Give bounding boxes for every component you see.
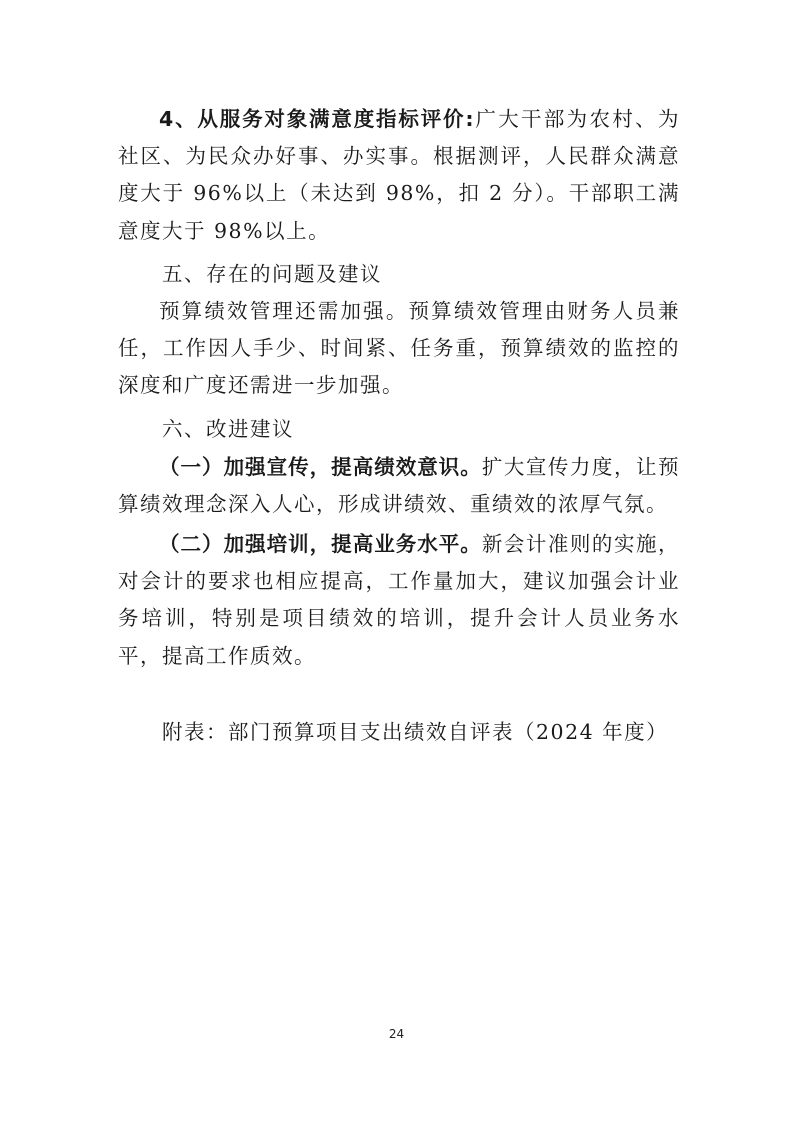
- suggestions-heading: 六、改进建议: [162, 417, 294, 441]
- suggestion-item-2: [118, 526, 680, 675]
- problems-paragraph: 预算绩效管理还需加强。预算绩效管理由财务人员兼任，工作因人手少、时间紧、任务重，预算绩效的监控的深度和广度还需进一步加强。: [118, 299, 680, 398]
- problems-heading: 五、存在的问题及建议: [162, 262, 382, 286]
- attachment-note: 附表：部门预算项目支出绩效自评表（2024 年度）: [162, 720, 669, 744]
- suggestion-item-1: [118, 449, 680, 523]
- satisfaction-paragraph: [118, 101, 680, 250]
- suggestion-2-text: 新会计准则的实施，对会计的要求也相应提高，工作量加大，建议加强会计业务培训，特别是项目绩效的培训，提升会计人员业务水平，提高工作质效。: [118, 532, 681, 668]
- satisfaction-lead: 4、从服务对象满意度指标评价:: [159, 107, 475, 131]
- satisfaction-text: 广大干部为农村、为社区、为民众办好事、办实事。根据测评，人民群众满意度大于 96%以上（未达到 98%，扣 2 分）。干部职工满意度大于 98%以上。: [118, 107, 680, 243]
- suggestion-1-text: 扩大宣传力度，让预算绩效理念深入人心，形成讲绩效、重绩效的浓厚气氛。: [118, 455, 681, 517]
- page-number: 24: [388, 1027, 405, 1041]
- suggestion-1-lead: （一）加强宣传，提高绩效意识。: [159, 455, 482, 479]
- suggestion-2-lead: （二）加强培训，提高业务水平。: [159, 532, 482, 556]
